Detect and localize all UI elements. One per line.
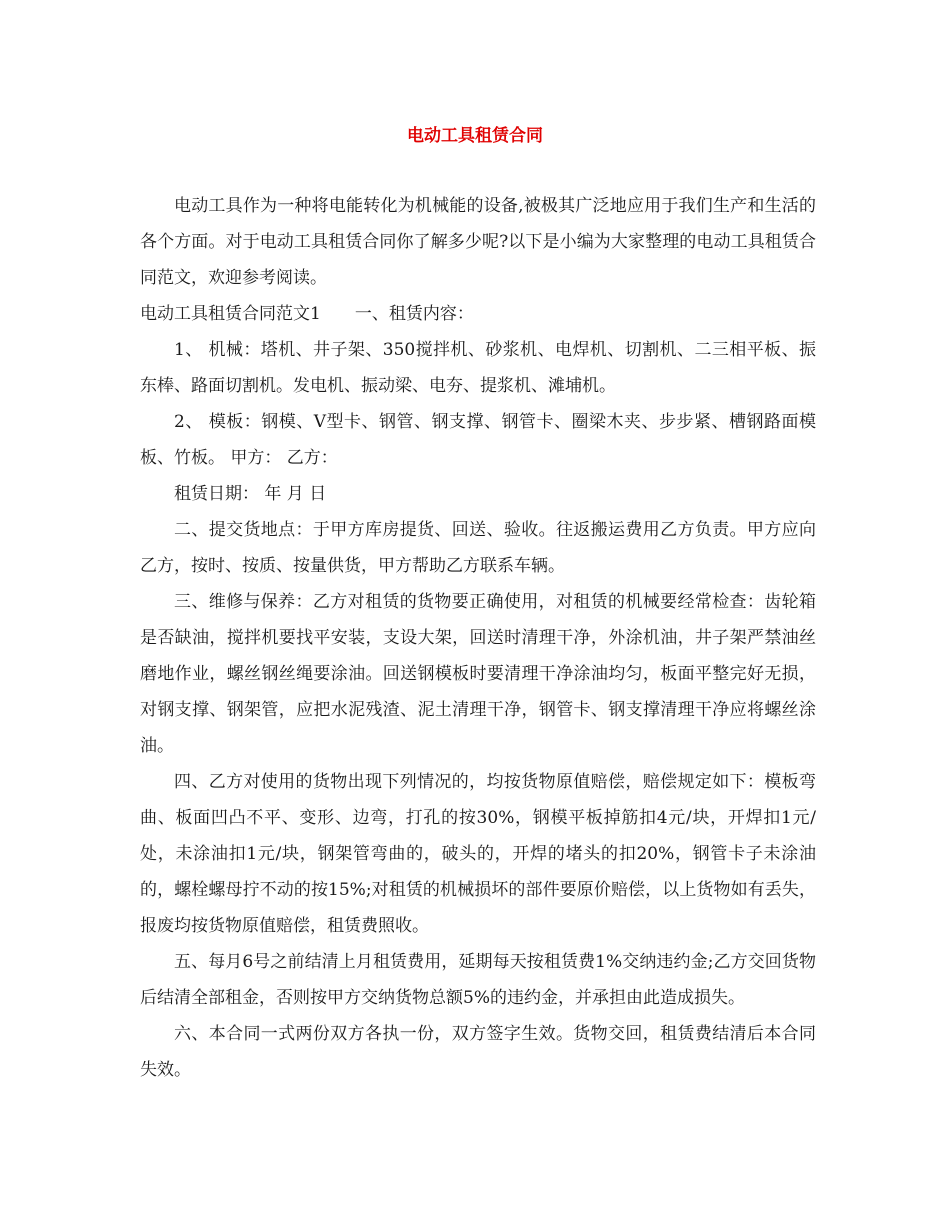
sample-heading: 电动工具租赁合同范文1: [140, 304, 321, 324]
sample-heading-line: [140, 296, 816, 332]
section3-paragraph: 三、维修与保养：乙方对租赁的货物要正确使用，对租赁的机械要经常检查：齿轮箱是否缺油，搅拌机要找平安装，支设大架，回送时清理干净，外涂机油，井子架严禁油丝磨地作业，螺丝钢丝绳要涂油。回送钢模板时要清理干净涂油均匀，板面平整完好无损，对钢支撑、钢架管，应把水泥残渣、泥土清理干净，钢管卡、钢支撑清理干净应将螺丝涂油。: [140, 592, 816, 756]
lease-date-line: 租赁日期： 年 月 日: [174, 484, 327, 504]
document-body: [140, 188, 816, 1088]
section1-heading: 一、租赁内容：: [354, 304, 474, 324]
section2-paragraph: 二、提交货地点：于甲方库房提货、回送、验收。往返搬运费用乙方负责。甲方应向乙方，按时、按质、按量供货，甲方帮助乙方联系车辆。: [140, 520, 816, 576]
item1-paragraph: 1、 机械：塔机、井子架、350搅拌机、砂浆机、电焊机、切割机、二三相平板、振东棒、路面切割机。发电机、振动梁、电夯、提浆机、滩埔机。: [140, 340, 816, 396]
intro-paragraph: 电动工具作为一种将电能转化为机械能的设备,被极其广泛地应用于我们生产和生活的各个方面。对于电动工具租赁合同你了解多少呢?以下是小编为大家整理的电动工具租赁合同范文，欢迎参考阅读。: [140, 196, 816, 288]
item2-paragraph: 2、 模板：钢模、V型卡、钢管、钢支撑、钢管卡、圈梁木夹、步步紧、槽钢路面模板、竹板。 甲方： 乙方：: [140, 412, 816, 468]
section4-paragraph: 四、乙方对使用的货物出现下列情况的，均按货物原值赔偿，赔偿规定如下：模板弯曲、板面凹凸不平、变形、边弯，打孔的按30%，钢模平板掉筋扣4元/块，开焊扣1元/处，未涂油扣1元/块，钢架管弯曲的，破头的，开焊的堵头的扣20%，钢管卡子未涂油的，螺栓螺母拧不动的按15%;对租赁的机械损坏的部件要原价赔偿，以上货物如有丢失，报废均按货物原值赔偿，租赁费照收。: [140, 772, 816, 936]
section6-paragraph: 六、本合同一式两份双方各执一份，双方签字生效。货物交回，租赁费结清后本合同失效。: [140, 1024, 816, 1080]
section5-paragraph: 五、每月6号之前结清上月租赁费用，延期每天按租赁费1%交纳违约金;乙方交回货物后结清全部租金，否则按甲方交纳货物总额5%的违约金，并承担由此造成损失。: [140, 952, 816, 1008]
document-title: 电动工具租赁合同: [407, 126, 543, 146]
